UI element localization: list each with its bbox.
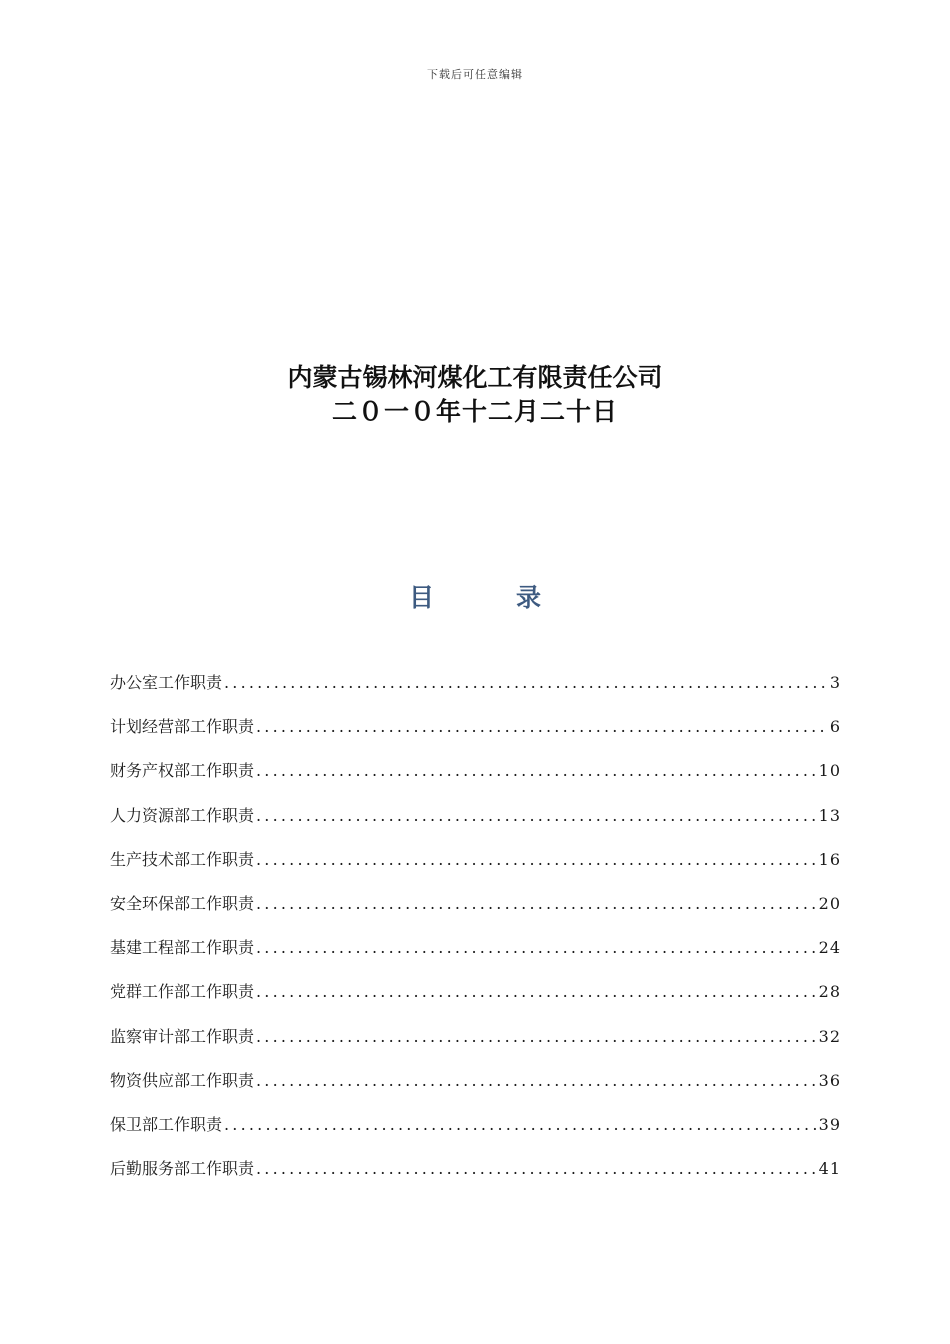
toc-dot-leader bbox=[256, 933, 817, 963]
toc-heading-part2: 录 bbox=[516, 583, 542, 612]
toc-entry[interactable] bbox=[110, 1022, 841, 1066]
table-of-contents bbox=[110, 668, 841, 1198]
toc-dot-leader bbox=[256, 756, 817, 786]
toc-entry-label: 安全环保部工作职责 bbox=[110, 893, 255, 913]
toc-entry[interactable] bbox=[110, 933, 841, 977]
toc-dot-leader bbox=[256, 889, 817, 919]
company-name: 内蒙古锡林河煤化工有限责任公司 bbox=[287, 363, 663, 392]
toc-entry-page: 41 bbox=[818, 1159, 841, 1179]
toc-entry-label: 后勤服务部工作职责 bbox=[110, 1159, 255, 1179]
toc-dot-leader bbox=[256, 1066, 817, 1096]
toc-entry-page: 10 bbox=[818, 761, 841, 781]
toc-entry-label: 办公室工作职责 bbox=[110, 673, 223, 692]
toc-entry-label: 财务产权部工作职责 bbox=[110, 761, 255, 781]
toc-entry[interactable] bbox=[110, 756, 841, 800]
toc-dot-leader bbox=[256, 712, 828, 742]
toc-entry-page: 20 bbox=[818, 893, 841, 913]
toc-entry-page: 6 bbox=[829, 717, 841, 737]
toc-dot-leader bbox=[256, 845, 817, 875]
toc-entry-label: 保卫部工作职责 bbox=[110, 1114, 223, 1134]
toc-dot-leader bbox=[256, 1022, 817, 1052]
toc-entry-label: 人力资源部工作职责 bbox=[110, 805, 255, 825]
toc-entry[interactable] bbox=[110, 1154, 841, 1198]
toc-dot-leader bbox=[256, 1154, 817, 1184]
toc-entry[interactable] bbox=[110, 889, 841, 933]
cover-title-block bbox=[0, 362, 950, 428]
header-note: 下载后可任意编辑 bbox=[427, 68, 523, 81]
toc-entry-page: 39 bbox=[818, 1114, 841, 1134]
toc-entry-label: 计划经营部工作职责 bbox=[110, 717, 255, 737]
toc-dot-leader bbox=[224, 1110, 817, 1140]
toc-entry-page: 16 bbox=[818, 849, 841, 869]
toc-dot-leader bbox=[256, 977, 817, 1007]
toc-entry-label: 基建工程部工作职责 bbox=[110, 938, 255, 958]
toc-entry[interactable] bbox=[110, 668, 841, 712]
toc-entry[interactable] bbox=[110, 1110, 841, 1154]
toc-entry-label: 物资供应部工作职责 bbox=[110, 1070, 255, 1090]
toc-entry[interactable] bbox=[110, 977, 841, 1021]
toc-entry-page: 28 bbox=[818, 982, 841, 1002]
toc-entry-label: 党群工作部工作职责 bbox=[110, 982, 255, 1002]
toc-entry-label: 监察审计部工作职责 bbox=[110, 1026, 255, 1046]
toc-entry-page: 36 bbox=[818, 1070, 841, 1090]
toc-entry[interactable] bbox=[110, 801, 841, 845]
document-date: 二０一０年十二月二十日 bbox=[331, 397, 618, 426]
toc-entry[interactable] bbox=[110, 1066, 841, 1110]
toc-entry-page: 24 bbox=[818, 938, 841, 958]
toc-dot-leader bbox=[224, 668, 828, 698]
toc-entry-page: 3 bbox=[829, 673, 841, 692]
toc-entry[interactable] bbox=[110, 845, 841, 889]
toc-entry-label: 生产技术部工作职责 bbox=[110, 849, 255, 869]
toc-entry-page: 13 bbox=[818, 805, 841, 825]
toc-dot-leader bbox=[256, 801, 817, 831]
toc-heading bbox=[0, 578, 950, 614]
toc-entry[interactable] bbox=[110, 712, 841, 756]
toc-heading-part1: 目 bbox=[408, 583, 434, 612]
toc-entry-page: 32 bbox=[818, 1026, 841, 1046]
